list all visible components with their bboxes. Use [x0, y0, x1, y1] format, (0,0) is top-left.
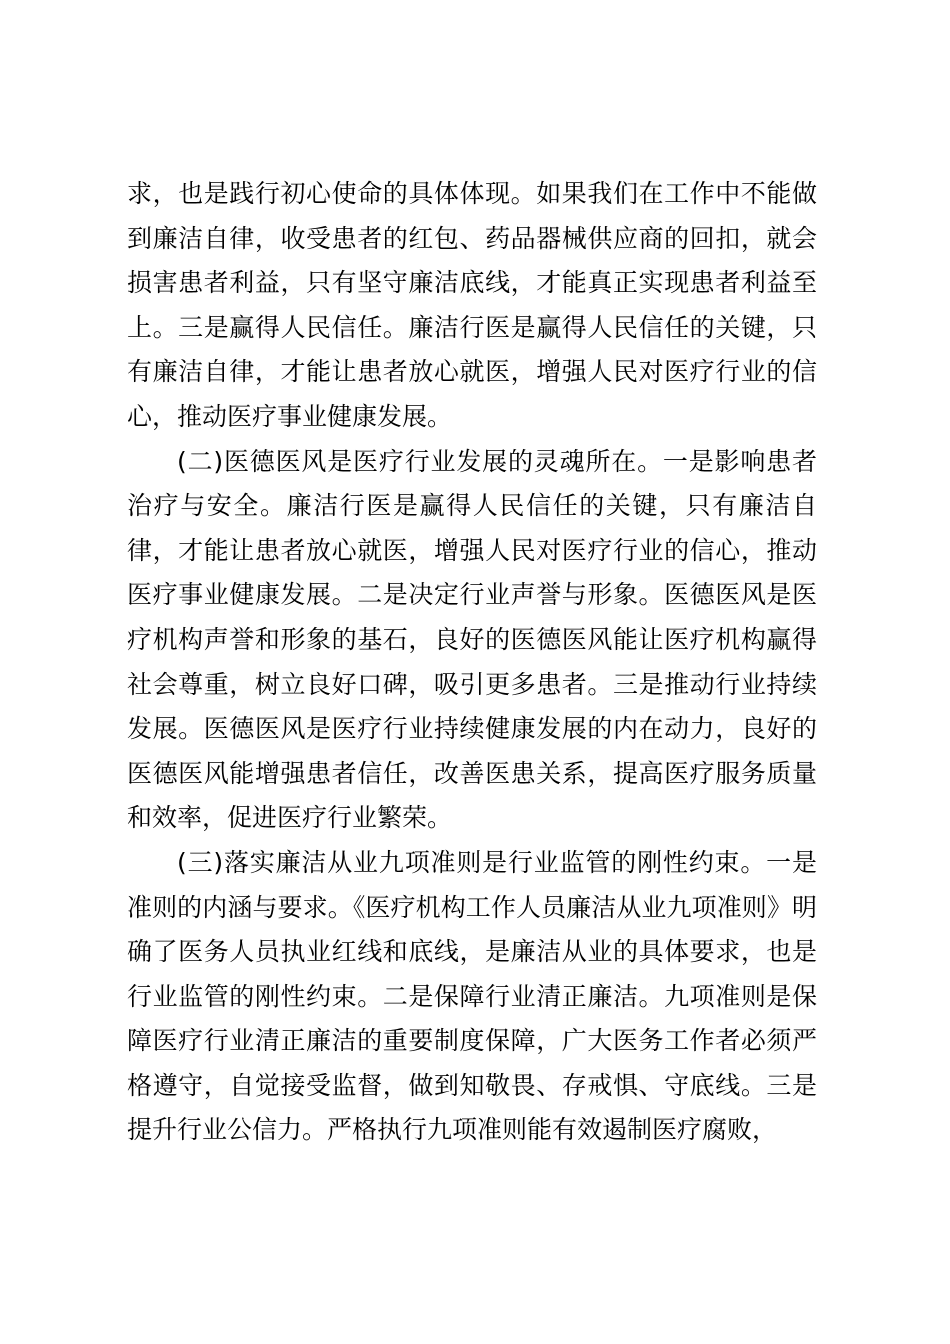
paragraph-section-2: (二)医德医风是医疗行业发展的灵魂所在。一是影响患者治疗与安全。廉洁行医是赢得人民信任的关键，只有廉洁自律，才能让患者放心就医，增强人民对医疗行业的信心，推动医疗事业健康发展。二是决定行业声誉与形象。医德医风是医疗机构声誉和形象的基石，良好的医德医风能让医疗机构赢得社会尊重，树立良好口碑，吸引更多患者。三是推动行业持续发展。医德医风是医疗行业持续健康发展的内在动力，良好的医德医风能增强患者信任，改善医患关系，提高医疗服务质量和效率，促进医疗行业繁荣。	[127, 446, 817, 833]
document-body	[127, 172, 817, 1153]
paragraph-section-3: (三)落实廉洁从业九项准则是行业监管的刚性约束。一是准则的内涵与要求。《医疗机构工作人员廉洁从业九项准则》明确了医务人员执业红线和底线，是廉洁从业的具体要求，也是行业监管的刚性约束。二是保障行业清正廉洁。九项准则是保障医疗行业清正廉洁的重要制度保障，广大医务工作者必须严格遵守，自觉接受监督，做到知敬畏、存戒惧、守底线。三是提升行业公信力。严格执行九项准则能有效遏制医疗腐败，	[127, 847, 817, 1145]
paragraph-continuation: 求，也是践行初心使命的具体体现。如果我们在工作中不能做到廉洁自律，收受患者的红包、药品器械供应商的回扣，就会损害患者利益，只有坚守廉洁底线，才能真正实现患者利益至上。三是赢得人民信任。廉洁行医是赢得人民信任的关键，只有廉洁自律，才能让患者放心就医，增强人民对医疗行业的信心，推动医疗事业健康发展。	[127, 179, 817, 431]
